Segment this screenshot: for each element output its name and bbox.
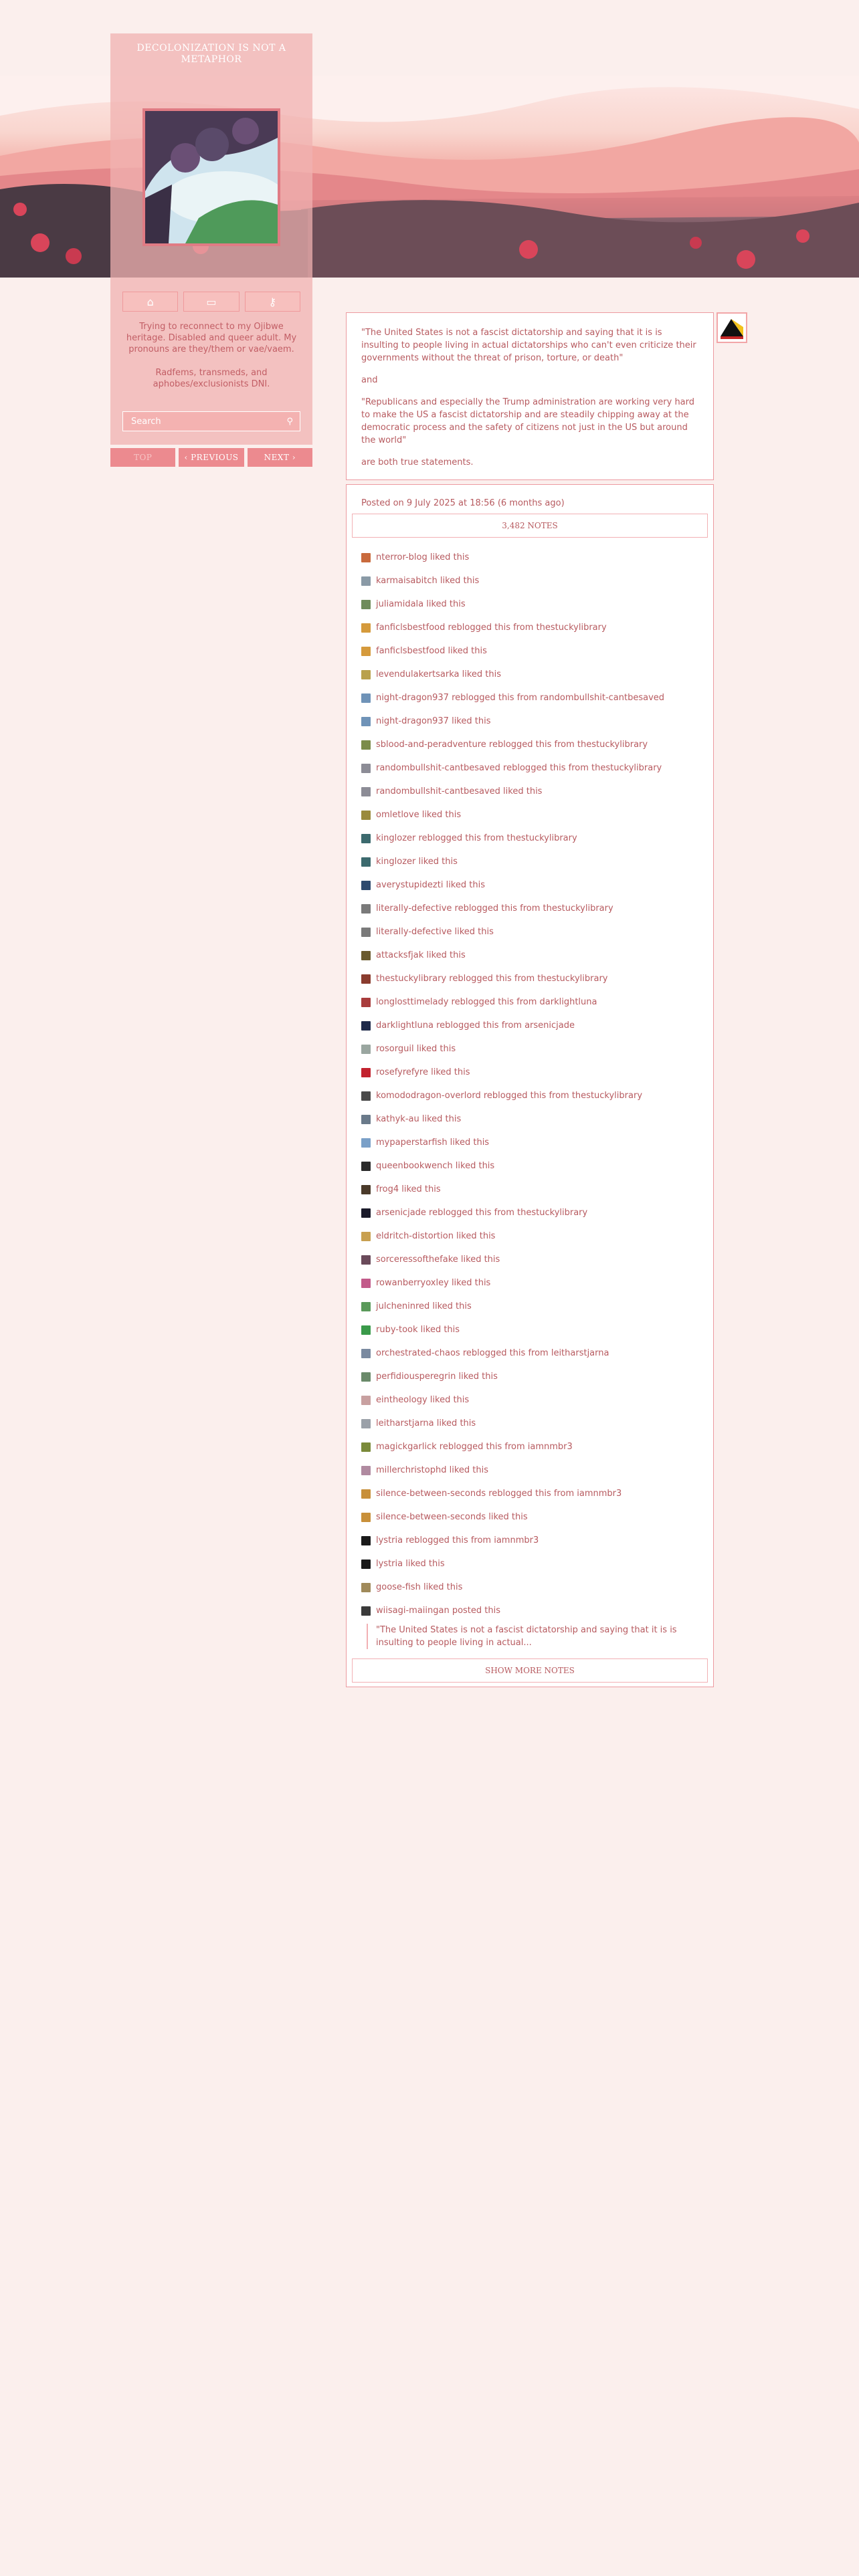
post-author-avatar[interactable] [717,312,747,343]
blog-avatar [142,108,280,246]
note-user-avatar[interactable] [361,1115,371,1124]
show-more-notes-button[interactable]: SHOW MORE NOTES [352,1658,708,1683]
notes-list [347,546,713,1622]
note-text[interactable]: lystria liked this [376,1559,445,1569]
note-text[interactable]: magickgarlick reblogged this from iamnmbr3 [376,1442,573,1452]
note-user-avatar[interactable] [361,1279,371,1288]
note-text[interactable]: kinglozer liked this [376,857,458,867]
note-user-avatar[interactable] [361,1162,371,1171]
blog-title[interactable]: DECOLONIZATION IS NOT A METAPHOR [136,43,286,65]
note-text[interactable]: thestuckylibrary reblogged this from thestuckylibrary [376,974,608,984]
note-user-avatar[interactable] [361,974,371,984]
note-item[interactable] [361,733,698,756]
note-text[interactable]: sblood-and-peradventure reblogged this from thestuckylibrary [376,740,648,750]
note-item[interactable] [361,616,698,639]
note-text[interactable]: rowanberryoxley liked this [376,1278,491,1288]
blog-avatar-image [145,111,278,243]
note-item[interactable] [361,593,698,616]
note-item[interactable] [361,1459,698,1482]
note-item[interactable] [361,850,698,873]
note-text[interactable]: kathyk-au liked this [376,1114,462,1124]
note-text[interactable]: fanficlsbestfood liked this [376,646,487,656]
post-date[interactable]: Posted on 9 July 2025 at 18:56 (6 months ago) [361,498,565,508]
post-card [346,312,714,480]
note-user-avatar[interactable] [361,811,371,820]
blog-description [122,321,300,402]
note-item[interactable] [361,1154,698,1178]
note-user-avatar[interactable] [361,670,371,679]
note-item[interactable] [361,1131,698,1154]
note-item[interactable] [361,546,698,569]
note-text[interactable]: orchestrated-chaos reblogged this from leitharstjarna [376,1348,609,1358]
original-post-quote: "The United States is not a fascist dictatorship and saying that it is is insulting to people living in actual... [367,1624,698,1649]
note-user-avatar[interactable] [361,787,371,796]
note-user-avatar[interactable] [361,857,371,867]
sidebar [110,33,312,445]
note-user-avatar[interactable] [361,1349,371,1358]
note-text[interactable]: omletlove liked this [376,810,462,820]
note-item[interactable] [361,1482,698,1505]
note-text[interactable]: mypaperstarfish liked this [376,1138,490,1148]
note-item[interactable] [361,756,698,780]
search-box [122,411,300,431]
note-user-avatar[interactable] [361,1442,371,1452]
ask-button[interactable] [245,292,300,312]
note-item[interactable] [361,1224,698,1248]
note-user-avatar[interactable] [361,1325,371,1335]
note-user-avatar[interactable] [361,1606,371,1616]
note-text[interactable]: nterror-blog liked this [376,552,470,562]
post-paragraph: are both true statements. [361,457,474,467]
note-item[interactable] [361,710,698,733]
note-item[interactable] [361,1084,698,1107]
note-text[interactable]: frog4 liked this [376,1184,441,1194]
note-item[interactable] [361,827,698,850]
note-user-avatar[interactable] [361,576,371,586]
note-text[interactable]: silence-between-seconds liked this [376,1512,528,1522]
note-text[interactable]: leitharstjarna liked this [376,1418,476,1428]
note-user-avatar[interactable] [361,881,371,890]
post-meta [346,484,714,1687]
note-user-avatar[interactable] [361,904,371,914]
note-item[interactable] [361,944,698,967]
note-text[interactable]: goose-fish liked this [376,1582,463,1592]
note-item[interactable] [361,1014,698,1037]
note-text[interactable]: darklightluna reblogged this from arsenicjade [376,1021,575,1031]
note-item[interactable] [361,803,698,827]
note-text[interactable]: karmaisabitch liked this [376,576,480,586]
archive-button[interactable] [183,292,239,312]
post-author-avatar-image [718,314,746,342]
bio-text: Trying to reconnect to my Ojibwe heritage. Disabled and queer adult. My pronouns are they/them or vae/vaem. [126,322,297,354]
note-user-avatar[interactable] [361,764,371,773]
post-paragraph: "Republicans and especially the Trump administration are working very hard to make the US a fascist dictatorship and are steadily chipping away at the democratic process and the safety of citizens not just in the US but around the world" [361,397,695,445]
home-button[interactable] [122,292,178,312]
note-user-avatar[interactable] [361,740,371,750]
note-text[interactable]: kinglozer reblogged this from thestuckylibrary [376,833,577,843]
note-user-avatar[interactable] [361,1466,371,1475]
note-user-avatar[interactable] [361,1489,371,1499]
note-text[interactable]: rosorguil liked this [376,1044,456,1054]
note-item[interactable] [361,1107,698,1131]
note-item[interactable] [361,1435,698,1459]
note-text[interactable]: attacksfjak liked this [376,950,466,960]
note-text[interactable]: perfidiousperegrin liked this [376,1372,498,1382]
note-item[interactable] [361,686,698,710]
note-user-avatar[interactable] [361,1021,371,1031]
note-user-avatar[interactable] [361,1208,371,1218]
note-item[interactable] [361,1178,698,1201]
note-text[interactable]: komododragon-overlord reblogged this from thestuckylibrary [376,1091,643,1101]
search-input[interactable] [130,416,286,427]
note-user-avatar[interactable] [361,998,371,1007]
note-user-avatar[interactable] [361,1255,371,1265]
note-text[interactable]: literally-defective liked this [376,927,494,937]
note-user-avatar[interactable] [361,1536,371,1545]
note-text[interactable]: juliamidala liked this [376,599,466,609]
pagination [110,448,312,467]
note-user-avatar[interactable] [361,647,371,656]
top-button[interactable]: TOP [110,448,175,467]
key-icon: ⚷ [268,295,277,308]
note-text[interactable]: ruby-took liked this [376,1325,460,1335]
note-text[interactable]: longlosttimelady reblogged this from darklightluna [376,997,597,1007]
note-user-avatar[interactable] [361,693,371,703]
note-item[interactable] [361,1248,698,1271]
note-text[interactable]: millerchristophd liked this [376,1465,488,1475]
note-item[interactable] [361,990,698,1014]
folder-icon: ▭ [206,295,217,308]
note-text[interactable]: arsenicjade reblogged this from thestuckylibrary [376,1208,588,1218]
note-user-avatar[interactable] [361,951,371,960]
post-paragraph: "The United States is not a fascist dictatorship and saying that it is is insulting to people living in actual dictatorships who can't even criticize their governments without the threat of prison, torture, or death" [361,328,696,363]
note-item[interactable] [361,897,698,920]
note-text[interactable]: eintheology liked this [376,1395,470,1405]
note-user-avatar[interactable] [361,600,371,609]
note-item[interactable] [361,920,698,944]
note-user-avatar[interactable] [361,623,371,633]
note-text[interactable]: julcheninred liked this [376,1301,472,1311]
note-user-avatar[interactable] [361,1185,371,1194]
note-user-avatar[interactable] [361,1372,371,1382]
note-user-avatar[interactable] [361,1138,371,1148]
note-text[interactable]: levendulakertsarka liked this [376,669,501,679]
note-user-avatar[interactable] [361,1583,371,1592]
note-user-avatar[interactable] [361,928,371,937]
note-text[interactable]: randombullshit-cantbesaved liked this [376,786,543,796]
note-item[interactable] [361,1505,698,1529]
note-item[interactable] [361,1599,698,1622]
note-item[interactable] [361,1529,698,1552]
note-item[interactable] [361,1061,698,1084]
note-item[interactable] [361,663,698,686]
note-user-avatar[interactable] [361,1045,371,1054]
note-item[interactable] [361,1201,698,1224]
search-icon[interactable]: ⚲ [286,416,293,427]
note-user-avatar[interactable] [361,1513,371,1522]
note-user-avatar[interactable] [361,834,371,843]
note-user-avatar[interactable] [361,717,371,726]
note-user-avatar[interactable] [361,1419,371,1428]
note-text[interactable]: fanficlsbestfood reblogged this from thestuckylibrary [376,623,607,633]
note-item[interactable] [361,1365,698,1388]
note-text[interactable]: averystupidezti liked this [376,880,485,890]
notes-count-button[interactable]: 3,482 NOTES [352,514,708,538]
note-item[interactable] [361,1412,698,1435]
previous-button[interactable]: ‹ PREVIOUS [179,448,244,467]
note-item[interactable] [361,1037,698,1061]
note-text[interactable]: wiisagi-maiingan posted this [376,1606,501,1616]
note-user-avatar[interactable] [361,1091,371,1101]
note-text[interactable]: silence-between-seconds reblogged this from iamnmbr3 [376,1489,622,1499]
post-body [347,313,713,479]
note-text[interactable]: lystria reblogged this from iamnmbr3 [376,1535,539,1545]
note-item[interactable] [361,873,698,897]
note-item[interactable] [361,639,698,663]
note-user-avatar[interactable] [361,1302,371,1311]
note-item[interactable] [361,1388,698,1412]
note-text[interactable]: sorceressofthefake liked this [376,1255,500,1265]
note-item[interactable] [361,967,698,990]
note-item[interactable] [361,1271,698,1295]
note-user-avatar[interactable] [361,1068,371,1077]
note-item[interactable] [361,1552,698,1576]
post-paragraph: and [361,375,378,385]
note-user-avatar[interactable] [361,553,371,562]
note-text[interactable]: literally-defective reblogged this from thestuckylibrary [376,903,613,914]
note-text[interactable]: night-dragon937 liked this [376,716,491,726]
home-icon: ⌂ [147,295,154,308]
note-text[interactable]: night-dragon937 reblogged this from randombullshit-cantbesaved [376,693,665,703]
note-text[interactable]: queenbookwench liked this [376,1161,495,1171]
note-item[interactable] [361,780,698,803]
note-item[interactable] [361,1576,698,1599]
bio-dni-text: Radfems, transmeds, and aphobes/exclusionists DNI. [153,368,270,389]
note-item[interactable] [361,569,698,593]
note-user-avatar[interactable] [361,1396,371,1405]
note-user-avatar[interactable] [361,1560,371,1569]
note-text[interactable]: rosefyrefyre liked this [376,1067,470,1077]
sidebar-nav [122,292,300,312]
note-text[interactable]: eldritch-distortion liked this [376,1231,496,1241]
note-item[interactable] [361,1295,698,1318]
next-button[interactable]: NEXT › [248,448,312,467]
note-text[interactable]: randombullshit-cantbesaved reblogged this from thestuckylibrary [376,763,662,773]
note-user-avatar[interactable] [361,1232,371,1241]
note-item[interactable] [361,1341,698,1365]
note-item[interactable] [361,1318,698,1341]
